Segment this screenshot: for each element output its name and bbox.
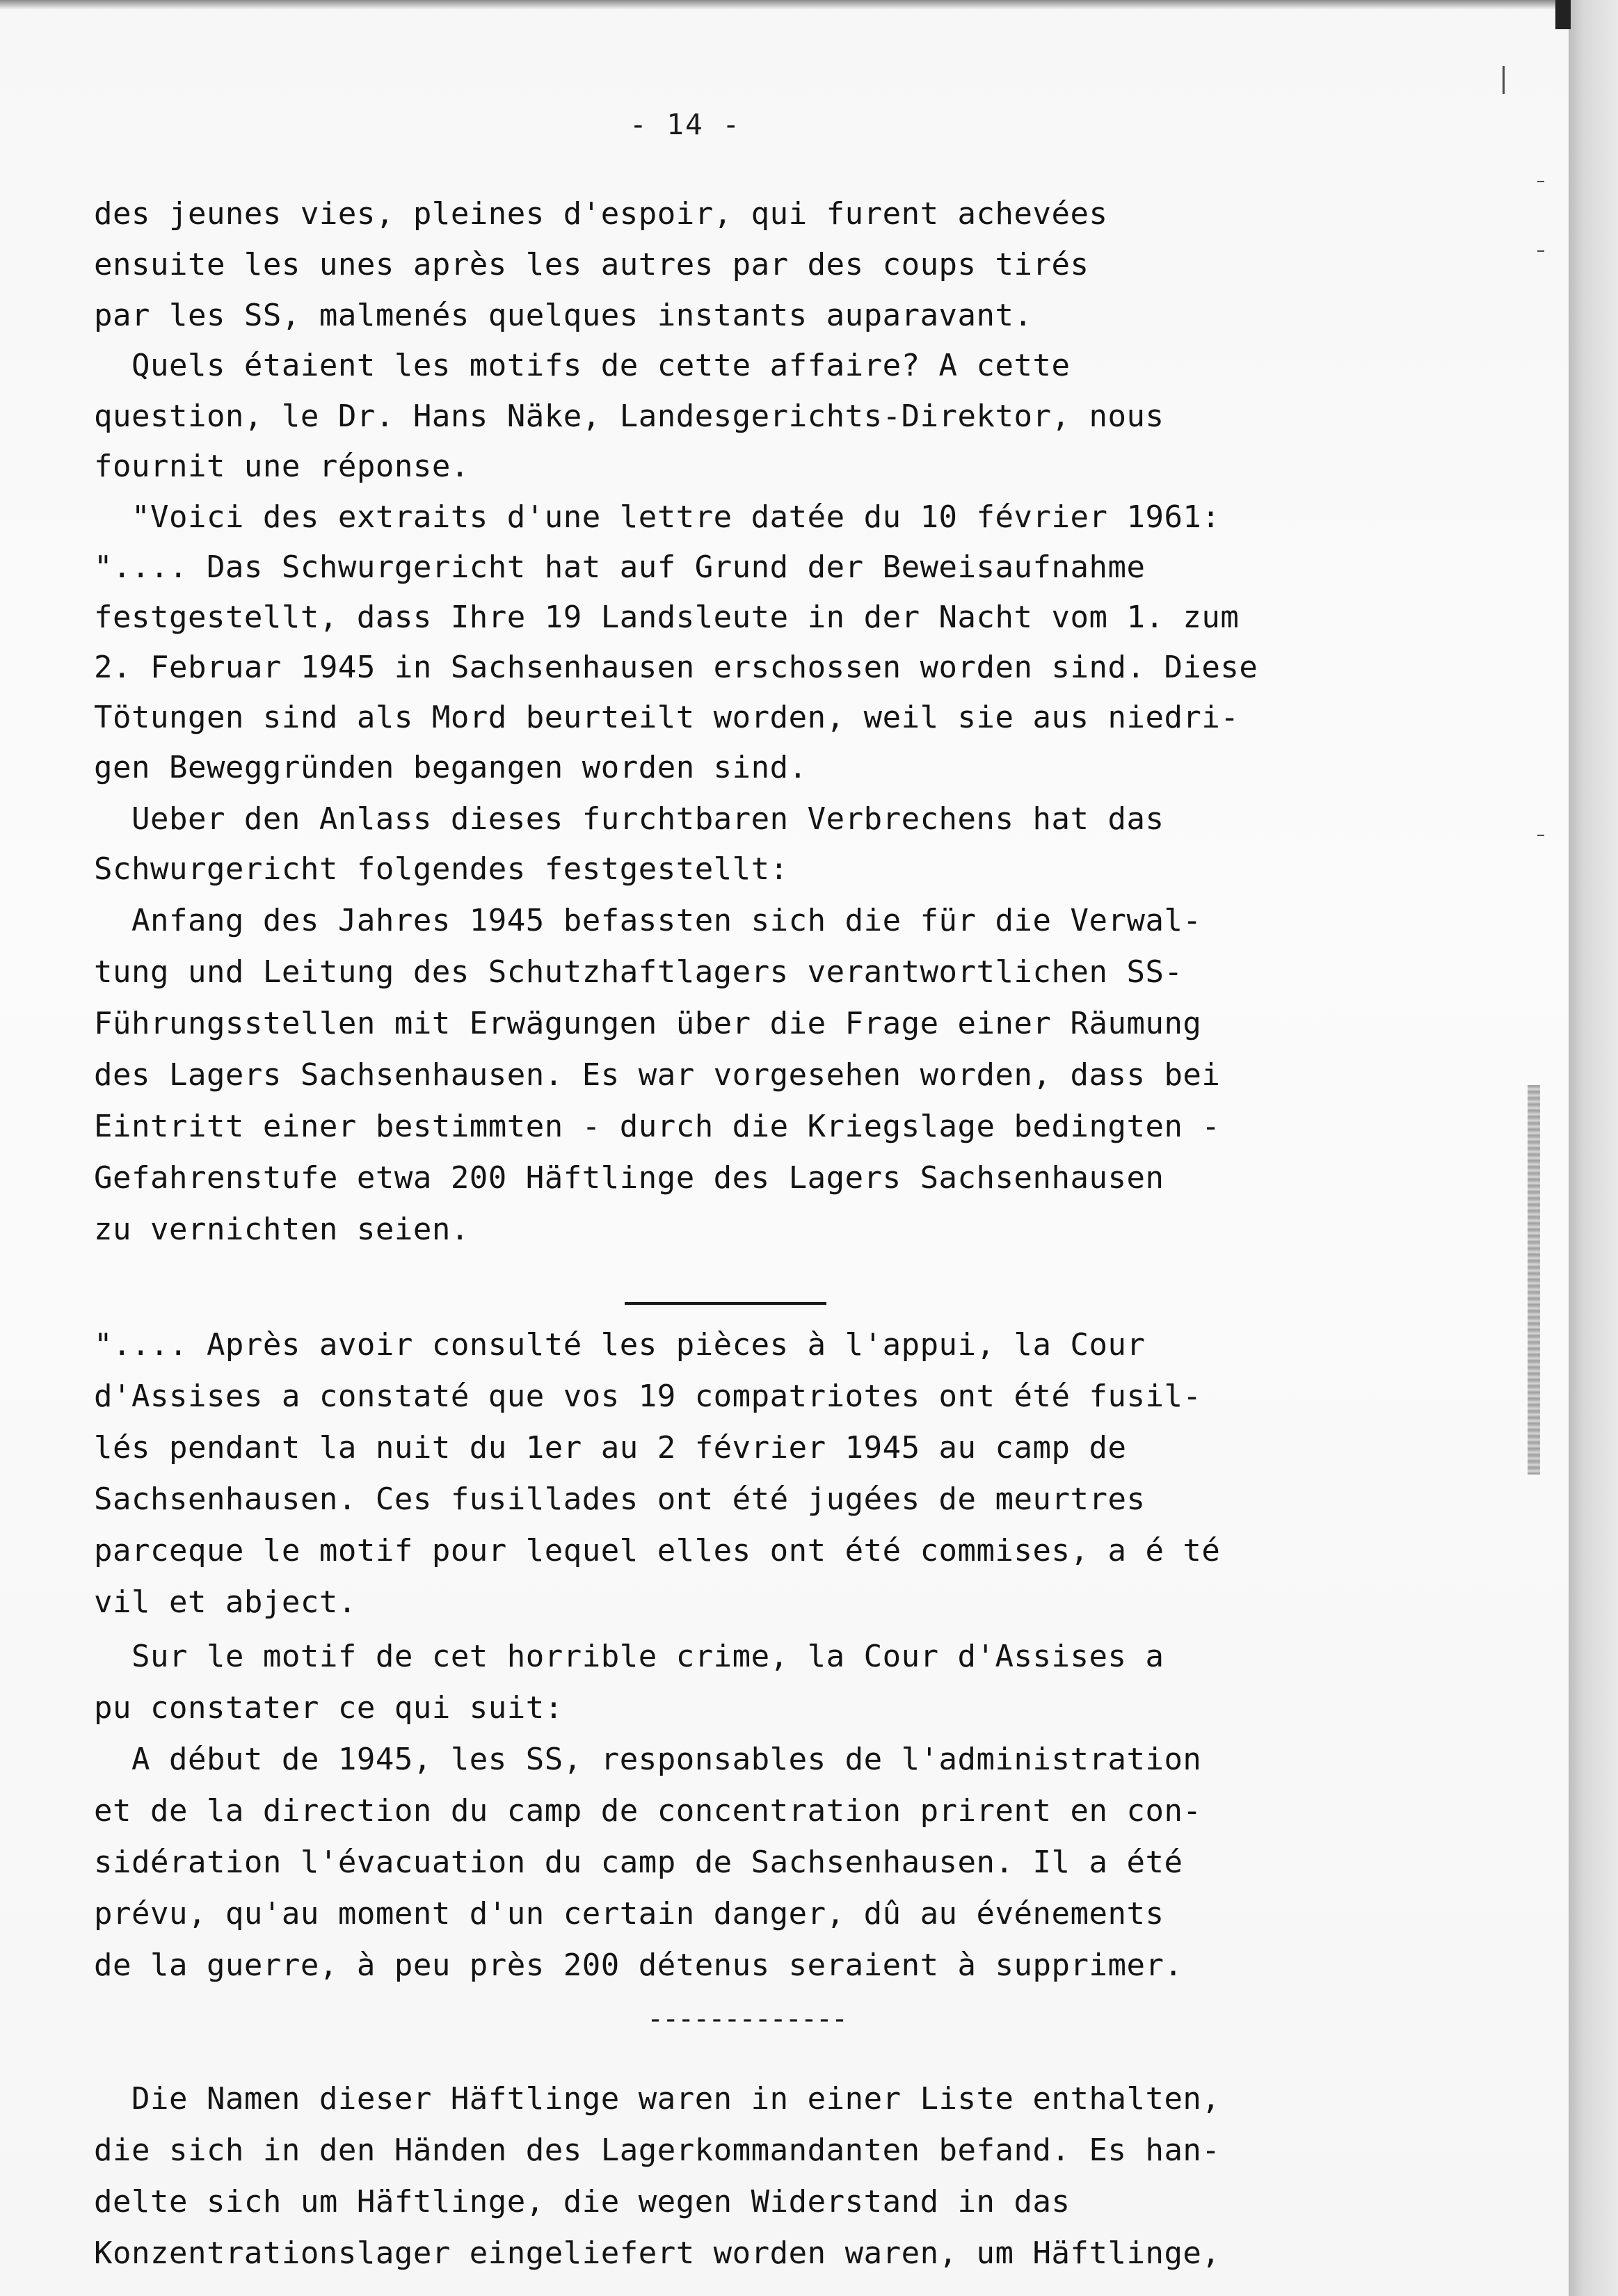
text-line: Sur le motif de cet horrible crime, la Cour d'Assises a: [94, 1639, 1164, 1674]
text-line: A début de 1945, les SS, responsables de l'administration: [94, 1742, 1202, 1777]
text-line: de la guerre, à peu près 200 détenus seraient à supprimer.: [94, 1948, 1183, 1983]
text-line: tung und Leitung des Schutzhaftlagers verantwortlichen SS-: [94, 954, 1183, 990]
page-number: - 14 -: [629, 108, 742, 141]
page-edge: [1569, 0, 1618, 2296]
text-line: fournit une réponse.: [94, 449, 470, 484]
text-line: Anfang des Jahres 1945 befassten sich die für die Verwal-: [94, 903, 1202, 938]
text-line: Sachsenhausen. Ces fusillades ont été jugées de meurtres: [94, 1482, 1146, 1517]
text-line: Die Namen dieser Häftlinge waren in einer Liste enthalten,: [94, 2081, 1221, 2117]
text-line: Quels étaient les motifs de cette affaire? A cette: [94, 348, 1071, 383]
text-line: ".... Après avoir consulté les pièces à l'appui, la Cour: [94, 1327, 1146, 1363]
edge-tick: [1537, 250, 1544, 252]
text-line: gen Beweggründen begangen worden sind.: [94, 750, 808, 785]
text-line: question, le Dr. Hans Näke, Landesgerichts-Direktor, nous: [94, 399, 1164, 434]
text-line: ensuite les unes après les autres par des coups tirés: [94, 247, 1089, 282]
text-line: Eintritt einer bestimmten - durch die Kriegslage bedingten -: [94, 1109, 1221, 1144]
text-line: Schwurgericht folgendes festgestellt:: [94, 851, 789, 887]
binding-mark: [1528, 1085, 1540, 1475]
text-line: sidération l'évacuation du camp de Sachsenhausen. Il a été: [94, 1845, 1183, 1880]
text-line: Tötungen sind als Mord beurteilt worden, weil sie aus niedri-: [94, 700, 1240, 735]
text-line: Gefahrenstufe etwa 200 Häftlinge des Lagers Sachsenhausen: [94, 1160, 1164, 1196]
scan-corner: [1555, 0, 1571, 29]
text-line: Ueber den Anlass dieses furchtbaren Verbrechens hat das: [94, 801, 1164, 837]
text-line: des Lagers Sachsenhausen. Es war vorgesehen worden, dass bei: [94, 1057, 1221, 1093]
edge-tick: [1537, 835, 1544, 836]
text-line: die sich in den Händen des Lagerkommandanten befand. Es han-: [94, 2133, 1221, 2168]
text-line: 2. Februar 1945 in Sachsenhausen erschossen worden sind. Diese: [94, 650, 1258, 685]
text-line: delte sich um Häftlinge, die wegen Widerstand in das: [94, 2184, 1071, 2219]
text-line: festgestellt, dass Ihre 19 Landsleute in der Nacht vom 1. zum: [94, 600, 1240, 635]
text-line: vil et abject.: [94, 1584, 357, 1620]
edge-tick: [1537, 181, 1544, 182]
text-line: parceque le motif pour lequel elles ont été commises, a é té: [94, 1533, 1221, 1568]
text-line: pu constater ce qui suit:: [94, 1690, 563, 1726]
text-line: zu vernichten seien.: [94, 1212, 470, 1247]
text-line: d'Assises a constaté que vos 19 compatriotes ont été fusil-: [94, 1379, 1202, 1414]
text-line: et de la direction du camp de concentration prirent en con-: [94, 1793, 1202, 1829]
page-top-shadow: [0, 0, 1569, 10]
text-line: ".... Das Schwurgericht hat auf Grund der Beweisaufnahme: [94, 549, 1146, 585]
text-line: Führungsstellen mit Erwägungen über die Frage einer Räumung: [94, 1006, 1202, 1041]
separator-dashes: -------------: [647, 2003, 847, 2035]
text-line: par les SS, malmenés quelques instants auparavant.: [94, 298, 1033, 333]
text-line: Konzentrationslager eingeliefert worden waren, um Häftlinge,: [94, 2235, 1221, 2271]
edge-tick: [1503, 66, 1505, 94]
text-line: "Voici des extraits d'une lettre datée du 10 février 1961:: [94, 499, 1221, 535]
text-line: des jeunes vies, pleines d'espoir, qui furent achevées: [94, 196, 1108, 232]
separator-rule: [625, 1302, 826, 1305]
text-line: prévu, qu'au moment d'un certain danger, dû au événements: [94, 1896, 1164, 1932]
text-line: lés pendant la nuit du 1er au 2 février 1945 au camp de: [94, 1430, 1127, 1466]
